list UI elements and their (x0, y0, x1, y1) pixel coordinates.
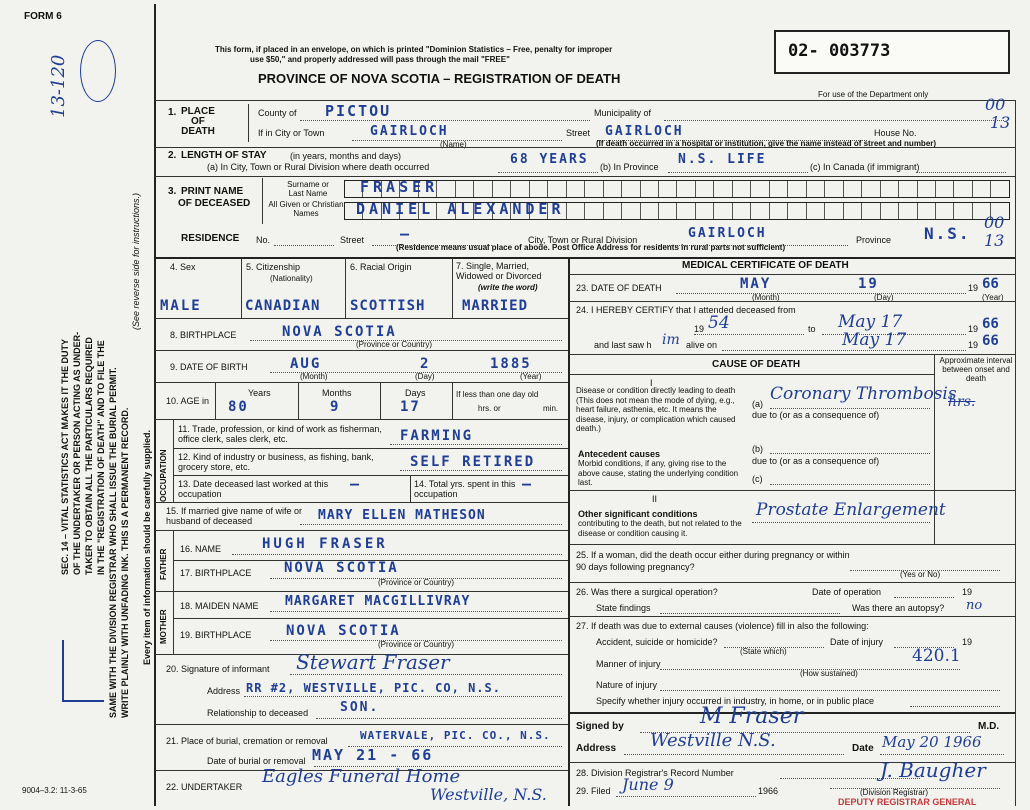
rule-after-23 (569, 301, 1015, 302)
rule-after-9 (155, 382, 568, 383)
age-div-4 (452, 383, 453, 419)
residence-street-value: — (400, 225, 412, 243)
county-label: County of (258, 108, 297, 118)
mother-birthplace: NOVA SCOTIA (286, 623, 401, 639)
to-prefix: 19 (968, 324, 979, 334)
signed-label: Signed by (576, 721, 624, 732)
dob-day-caption: (Day) (415, 372, 435, 381)
cause-title: CAUSE OF DEATH (712, 359, 801, 370)
other-label: Other significant conditions (578, 509, 698, 519)
margin-line-1: SEC. 14 – VITAL STATISTICS ACT MAKES IT THE DUTY (60, 338, 70, 575)
trade-line (390, 444, 562, 445)
direct-label-text: Disease or condition directly leading to death (This does not mean the mode of dying, e.g., heart failure, asthenia, etc. It means the disease, injury, or complication which caused death.) (576, 386, 736, 433)
stay-c-label: (c) In Canada (if immigrant) (810, 162, 920, 172)
age-div-1 (215, 383, 216, 419)
from-year: 54 (708, 313, 730, 333)
interval-label (938, 356, 1014, 383)
alive-line (722, 350, 966, 351)
mother-side-div (173, 592, 174, 654)
q29-signature: J. Baugher (880, 758, 986, 782)
cause-c-label: (c) (752, 474, 763, 484)
age-days-label: Days (405, 388, 426, 398)
registration-number: 02- 003773 (788, 41, 891, 61)
rule-after-25 (569, 582, 1015, 583)
q27-code: 420.1 (912, 646, 961, 666)
side-code: 13-120 (48, 54, 69, 118)
cause-a-label: (a) (752, 399, 763, 409)
occupation-side-label: OCCUPATION (159, 449, 168, 502)
rule-after-11 (174, 448, 568, 449)
due-to-b: due to (or as a consequence of) (752, 456, 880, 466)
name-top-rule (155, 176, 1015, 177)
dod-year: 66 (982, 276, 999, 292)
due-to-a: due to (or as a consequence of) (752, 410, 880, 420)
form-label: FORM 6 (24, 11, 62, 22)
mother-side-label: MOTHER (159, 609, 168, 644)
dob-year: 1885 (490, 356, 532, 372)
cause-title-rule (569, 374, 934, 375)
roman-2: II (652, 494, 658, 504)
less-day-label: If less than one day old (456, 390, 539, 399)
stay-a-value: 68 YEARS (510, 152, 589, 167)
residence-no-line (274, 245, 334, 246)
age-div-3 (380, 383, 381, 419)
last-year: 66 (982, 333, 999, 349)
spouse-label-text: 15. If married give name of wife or husband of deceased (166, 506, 303, 526)
residence-code: 00 13 (984, 213, 1005, 250)
mother-birthplace-label: 19. BIRTHPLACE (180, 630, 252, 640)
hrs-label: hrs. or (478, 404, 501, 413)
margin-line-4: IN THE "REGISTRATION OF DEATH" AND TO FILE THE (96, 340, 106, 575)
father-birthplace: NOVA SCOTIA (284, 560, 399, 576)
total-years-value: — (522, 475, 534, 493)
q26-date-line (894, 597, 954, 598)
alive-label: alive on (686, 340, 718, 350)
other-desc (578, 519, 748, 538)
q27-injury-date-label: Date of injury (830, 637, 884, 647)
origin-value: SCOTTISH (350, 298, 426, 314)
margin-bracket-mark (62, 640, 104, 702)
county-value: PICTOU (325, 102, 392, 120)
direct-label (576, 386, 746, 434)
from-prefix: 19 (694, 324, 705, 334)
city-value: GAIRLOCH (370, 124, 449, 139)
margin-line-5: SAME WITH THE DIVISION REGISTRAR WHO SHALL ISSUE THE BURIAL PERMIT. (108, 367, 118, 718)
name-label-2: OF DECEASED (178, 198, 251, 209)
q26-date-label: Date of operation (812, 587, 882, 597)
last-saw-date: May 17 (842, 330, 907, 350)
form-right-border (1015, 100, 1016, 806)
q28-label: 28. Division Registrar's Record Number (576, 768, 734, 778)
city-name-caption: (Name) (440, 140, 467, 149)
rule-after-12 (174, 475, 568, 476)
citizenship-sub: (Nationality) (270, 274, 313, 283)
q27-how-sustained: (How sustained) (800, 669, 858, 678)
surname-grid (344, 180, 1010, 198)
rule-after-10 (155, 419, 568, 420)
q26-prefix: 19 (962, 587, 973, 597)
undertaker-label: 22. UNDERTAKER (166, 782, 243, 792)
q27-specify-line (910, 706, 1000, 707)
dod-label: 23. DATE OF DEATH (576, 283, 662, 293)
stay-b-value: N.S. LIFE (678, 152, 767, 167)
birthplace-label: 8. BIRTHPLACE (170, 330, 237, 340)
last-worked-label-text: 13. Date deceased last worked at this occupation (178, 479, 329, 499)
q26-findings-line (660, 613, 840, 614)
stay-num: 2. (168, 150, 177, 161)
given-label (268, 200, 344, 218)
q27-specify-label: Specify whether injury occurred in industry, in home, or in public place (596, 696, 874, 706)
medical-title: MEDICAL CERTIFICATE OF DEATH (682, 260, 849, 271)
last-worked-label (178, 479, 338, 499)
to-label: to (808, 324, 816, 334)
citizenship-label: 5. Citizenship (246, 262, 301, 272)
rule-after-cause (569, 544, 1015, 545)
other-value: Prostate Enlargement (756, 500, 946, 520)
q26-autopsy-label: Was there an autopsy? (852, 603, 945, 613)
q25-label (576, 549, 856, 573)
name-num: 3. (168, 186, 177, 197)
cause-c-line (770, 484, 930, 485)
registration-number-box (774, 30, 1010, 74)
dod-day-caption: (Day) (874, 293, 894, 302)
q29-registrar-caption: (Division Registrar) (860, 788, 929, 797)
industry-label-text: 12. Kind of industry or business, as fishing, bank, grocery store, etc. (178, 452, 374, 472)
from-line (694, 334, 804, 335)
hospital-note: (If death occurred in a hospital or institution, give the name instead of street and number) (596, 139, 937, 148)
stay-top-rule (155, 147, 1015, 148)
col-div-5 (345, 258, 346, 318)
residence-note: (Residence means usual place of abode. Post Office Address for residents in rural parts not sufficient) (396, 243, 786, 252)
stay-b-line (668, 172, 808, 173)
rule-after-15 (155, 530, 568, 531)
birthplace-value: NOVA SCOTIA (282, 324, 397, 340)
father-name-label: 16. NAME (180, 544, 222, 554)
street-value: GAIRLOCH (605, 124, 684, 139)
signed-address-line (624, 754, 844, 755)
trade-label (178, 424, 400, 444)
col-div-4 (241, 258, 242, 318)
q27-state-which: (State which) (740, 647, 787, 656)
rule-after-18 (174, 618, 568, 619)
municipality-label: Municipality of (594, 108, 652, 118)
form-title: PROVINCE OF NOVA SCOTIA – REGISTRATION OF DEATH (258, 71, 621, 86)
other-line (752, 522, 930, 523)
age-months: 9 (330, 399, 341, 415)
q27-accident-label: Accident, suicide or homicide? (596, 637, 718, 647)
given-label-text: All Given or Christian Names (268, 200, 344, 218)
dod-line (676, 293, 966, 294)
father-name-line (232, 554, 562, 555)
medical-title-rule (569, 274, 1015, 275)
informant-sig-label: 20. Signature of informant (166, 664, 270, 674)
mother-maiden-line (270, 611, 562, 612)
cause-b-label: (b) (752, 444, 763, 454)
age-label: 10. AGE in (166, 396, 210, 406)
residence-label: RESIDENCE (181, 233, 240, 244)
q29-line (616, 796, 756, 797)
dod-year-caption: (Year) (982, 293, 1004, 302)
roman-1: I (650, 378, 653, 388)
q27-label: 27. If death was due to external causes (violence) fill in also the following: (576, 621, 869, 631)
to-date: May 17 (838, 312, 903, 332)
industry-label (178, 452, 400, 472)
marital-value: MARRIED (462, 298, 529, 314)
dod-month: MAY (740, 276, 772, 292)
county-line (300, 120, 590, 121)
age-div-2 (298, 383, 299, 419)
burial-date: MAY 21 - 66 (312, 746, 434, 764)
citizenship-value: CANADIAN (245, 298, 321, 314)
stay-a-label: (a) In City, Town or Rural Division where death occurred (207, 162, 430, 172)
rule-after-7 (155, 318, 568, 319)
sex-value: MALE (160, 298, 202, 314)
informant-relationship: SON. (340, 700, 380, 715)
mother-maiden: MARGARET MACGILLIVRAY (285, 594, 471, 609)
surname-value: FRASER (360, 178, 439, 196)
undertaker-value: Eagles Funeral Home (262, 766, 461, 787)
q25-label-text: 25. If a woman, did the death occur either during pregnancy or within 90 days following pregnancy? (576, 550, 850, 572)
city-label: If in City or Town (258, 128, 325, 138)
q29-label: 29. Filed (576, 786, 611, 796)
informant-relationship-label: Relationship to deceased (207, 708, 309, 718)
stay-a-line (498, 172, 598, 173)
spouse-line (300, 524, 562, 525)
birthplace-caption: (Province or Country) (356, 340, 433, 349)
stay-b-label: (b) In Province (600, 162, 659, 172)
signed-date: May 20 1966 (882, 733, 982, 751)
dob-year-caption: (Year) (520, 372, 542, 381)
header-note-1: This form, if placed in an envelope, on which is printed "Dominion Statistics – Free, penalty for improper (215, 45, 613, 54)
marital-label-text: 7. Single, Married, Widowed or Divorced (456, 261, 542, 281)
margin-line-6: WRITE PLAINLY WITH UNFADING INK. THIS IS A PERMANENT RECORD. (120, 407, 130, 718)
residence-province-label: Province (856, 235, 892, 245)
last-worked-value: — (350, 475, 362, 493)
dob-day: 2 (420, 356, 431, 372)
age-days: 17 (400, 399, 421, 415)
q29-prefix: 1966 (758, 786, 779, 796)
antecedent-desc-text: Morbid conditions, if any, giving rise to the above cause, stating the underlying condition last. (578, 459, 739, 487)
sex-label: 4. Sex (170, 262, 196, 272)
father-name: HUGH FRASER (262, 536, 388, 552)
street-label: Street (566, 128, 591, 138)
signed-address-label: Address (576, 743, 617, 754)
dob-month: AUG (290, 356, 322, 372)
margin-line-2: OF THE UNDERTAKER OR PERSON ACTING AS UNDER- (72, 331, 82, 575)
dept-use-caption: For use of the Department only (818, 90, 929, 99)
last-saw-label: and last saw h (594, 340, 652, 350)
trade-label-text: 11. Trade, profession, or kind of work as fisherman, office clerk, sales clerk, etc. (178, 424, 382, 444)
rule-after-20 (155, 724, 568, 725)
q27-nature-label: Nature of injury (596, 680, 658, 690)
burial-place-label: 21. Place of burial, cremation or removal (166, 736, 328, 746)
father-side-label: FATHER (159, 548, 168, 580)
q25-yes-no: (Yes or No) (900, 570, 941, 579)
residence-city-label: City, Town or Rural Division (528, 235, 638, 245)
stay-sub: (in years, months and days) (290, 151, 402, 161)
marital-label (456, 261, 564, 281)
father-birthplace-caption: (Province or Country) (378, 578, 455, 587)
col-div-6 (452, 258, 453, 318)
rule-after-26 (569, 616, 1015, 617)
header-note-2: use $50," and properly addressed will pass through the mail "FREE" (250, 55, 510, 64)
signed-md: M.D. (978, 721, 1000, 732)
occupation-side-div (173, 420, 174, 502)
last-prefix: 19 (968, 340, 979, 350)
informant-signature: Stewart Fraser (296, 650, 450, 674)
stay-label: LENGTH OF STAY (181, 150, 267, 161)
industry-value: SELF RETIRED (410, 454, 536, 470)
certify-label: 24. I HEREBY CERTIFY that I attended deceased from (576, 305, 796, 315)
mother-birthplace-caption: (Province or Country) (378, 640, 455, 649)
burial-place: WATERVALE, PIC. CO., N.S. (360, 729, 551, 742)
margin-line-3: TAKER TO OBTAIN ALL THE PARTICULARS REQUIRED (84, 337, 94, 575)
signed-date-line (880, 754, 1004, 755)
house-label: House No. (874, 128, 917, 138)
given-value: DANIEL ALEXANDER (356, 200, 565, 218)
informant-address-label: Address (207, 686, 241, 696)
residence-street-label: Street (340, 235, 365, 245)
q27-prefix: 19 (962, 637, 973, 647)
origin-label: 6. Racial Origin (350, 262, 412, 272)
cause-b-line (770, 453, 930, 454)
industry-line (400, 470, 562, 471)
marital-sub: (write the word) (478, 283, 538, 292)
spouse-label (166, 506, 336, 526)
residence-no-label: No. (256, 235, 271, 245)
place-bracket (248, 104, 249, 142)
cause-a-value: Coronary Thrombosis (770, 384, 957, 404)
spouse-value: MARY ELLEN MATHESON (318, 508, 486, 523)
q29-stamp: DEPUTY REGISTRAR GENERAL (838, 797, 977, 807)
form-code: 9004–3.2: 11-3-65 (22, 786, 87, 795)
residence-city-value: GAIRLOCH (688, 226, 767, 241)
surname-label-text: Surname or Last Name (287, 180, 329, 198)
signed-address: Westville N.S. (650, 730, 776, 751)
signed-date-label: Date (852, 743, 874, 754)
q29-value: June 9 (622, 775, 674, 794)
age-years-label: Years (248, 388, 271, 398)
q27-manner-label: Manner of injury (596, 659, 661, 669)
father-birthplace-label: 17. BIRTHPLACE (180, 568, 252, 578)
total-years-label-text: 14. Total yrs. spent in this occupation (414, 479, 516, 499)
stay-c-line (916, 172, 1006, 173)
burial-date-label: Date of burial or removal (207, 756, 306, 766)
last-saw-him: im (662, 332, 680, 348)
q26-findings-label: State findings (596, 603, 651, 613)
residence-province-value: N.S. (924, 224, 971, 243)
occ-div-13-14 (410, 476, 411, 502)
q27-nature-line (660, 690, 1000, 691)
rule-after-24 (569, 354, 1015, 355)
min-label: min. (543, 404, 559, 413)
trade-value: FARMING (400, 428, 474, 444)
q26-autopsy-value: no (966, 598, 983, 613)
margin-line-8: Every item of information should be carefully supplied. (142, 429, 152, 665)
dob-month-caption: (Month) (300, 372, 328, 381)
side-code-circle (80, 40, 116, 102)
municipality-code: 00 (985, 95, 1006, 114)
age-years: 80 (228, 399, 249, 415)
cause-a-line (770, 408, 930, 409)
left-col-top-rule (155, 257, 1015, 259)
informant-sig-line (290, 674, 562, 675)
antecedent-label: Antecedent causes (578, 449, 661, 459)
undertaker-value-2: Westville, N.S. (430, 785, 547, 804)
margin-line-7: (See reverse side for instructions.) (131, 192, 141, 330)
father-side-div (173, 531, 174, 591)
name-bracket (262, 178, 263, 224)
dob-label: 9. DATE OF BIRTH (170, 362, 248, 372)
antecedent-desc (578, 459, 748, 488)
surname-label (282, 180, 334, 198)
dod-year-prefix: 19 (968, 283, 979, 293)
name-label-1: PRINT NAME (181, 186, 244, 197)
cause-part1-rule (569, 490, 1015, 491)
mother-maiden-label: 18. MAIDEN NAME (180, 601, 259, 611)
signed-value: M Fraser (700, 704, 804, 729)
house-code: 13 (990, 113, 1011, 132)
place-label: PLACE OF DEATH (181, 106, 215, 137)
municipality-line (664, 120, 1004, 121)
other-desc-text: contributing to the death, but not related to the disease or condition causing it. (578, 519, 742, 538)
informant-relationship-line (316, 718, 562, 719)
section-top-rule (155, 100, 1015, 101)
total-years-label (414, 479, 524, 499)
rule-after-17 (155, 591, 568, 592)
informant-address-line (244, 696, 562, 697)
rule-after-8 (155, 350, 568, 351)
dod-month-caption: (Month) (752, 293, 780, 302)
interval-label-text: Approximate interval between onset and death (939, 356, 1013, 383)
age-months-label: Months (322, 388, 352, 398)
informant-address: RR #2, WESTVILLE, PIC. CO, N.S. (246, 681, 501, 695)
form-left-border (154, 4, 156, 806)
dod-day: 19 (858, 276, 879, 292)
q26-label: 26. Was there a surgical operation? (576, 587, 718, 597)
place-num: 1. (168, 107, 177, 118)
column-divider (568, 257, 570, 806)
cause-a-interval: hrs. (948, 394, 976, 410)
rule-after-14 (155, 502, 568, 503)
to-year: 66 (982, 316, 999, 332)
